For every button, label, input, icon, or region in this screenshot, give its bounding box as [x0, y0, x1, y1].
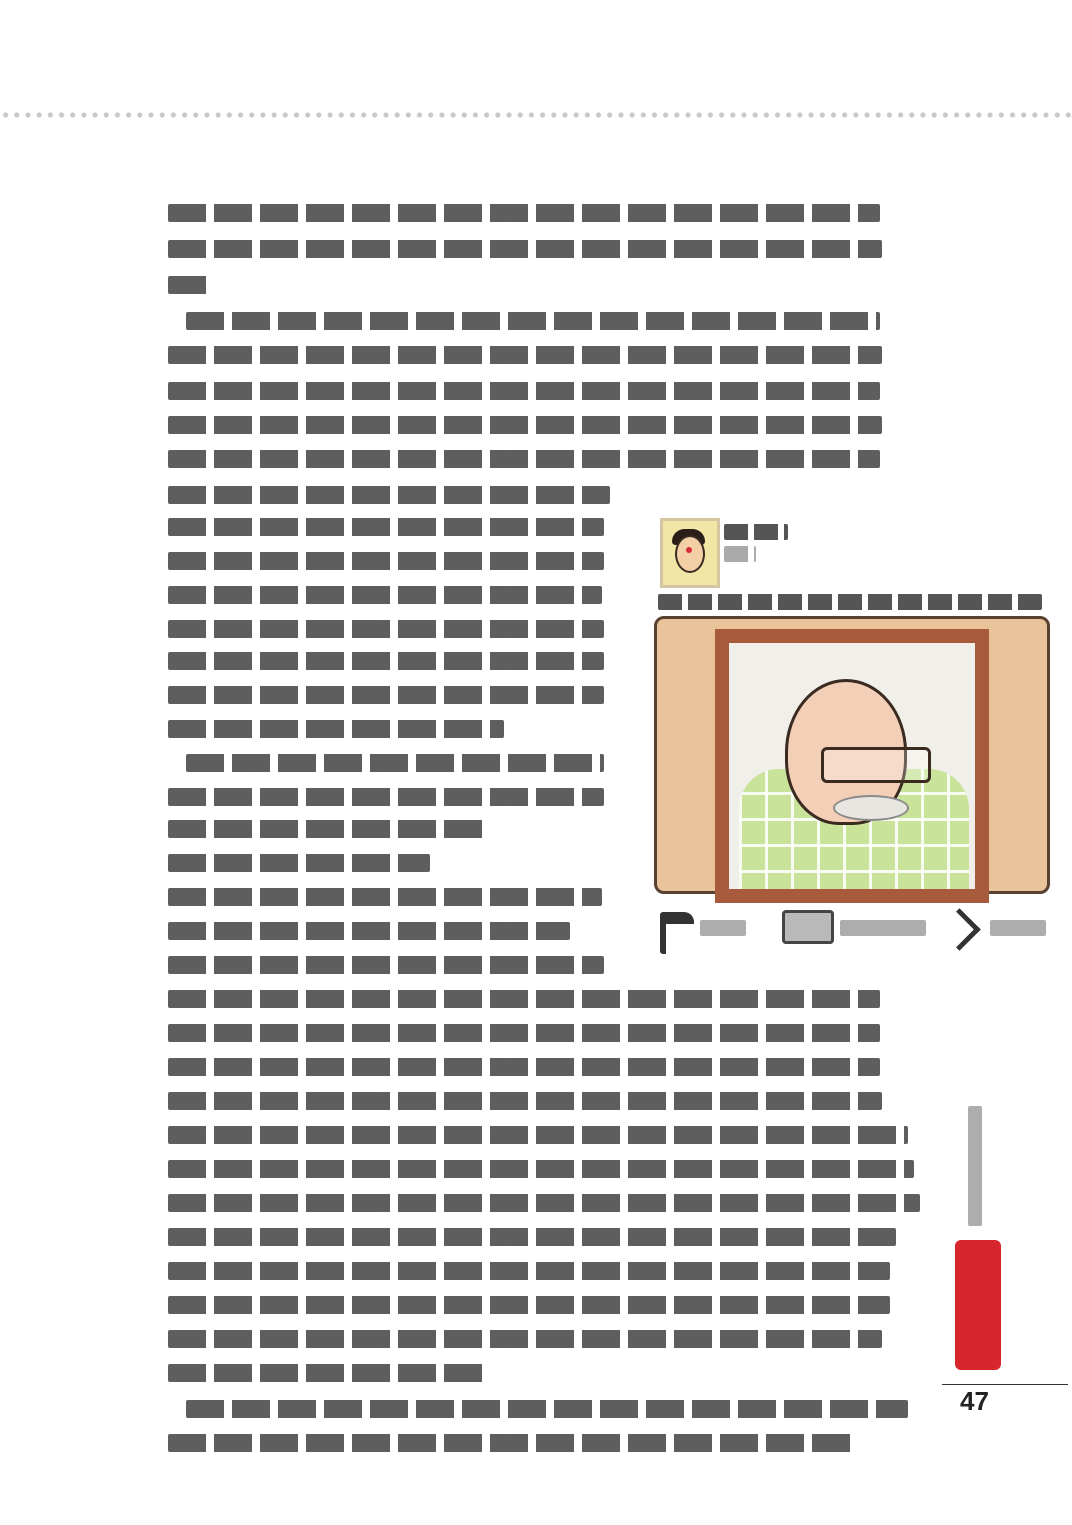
- text-line: [168, 620, 604, 638]
- portrait-frame: [715, 629, 989, 903]
- post-action-bar: [656, 904, 1046, 950]
- magazine-masthead-logo: [955, 1240, 1001, 1370]
- text-line: [168, 240, 882, 258]
- text-line: [168, 854, 430, 872]
- text-line: [168, 820, 486, 838]
- text-line: [168, 1228, 896, 1246]
- share-arrow-icon: [938, 908, 981, 951]
- text-line: [168, 346, 882, 364]
- comment-label: [840, 920, 926, 936]
- text-line: [168, 788, 604, 806]
- profile-avatar: [660, 518, 720, 588]
- text-line: [168, 720, 504, 738]
- text-line: [168, 652, 604, 670]
- like-label: [700, 920, 746, 936]
- text-line: [186, 754, 604, 772]
- dotted-header-rule: [0, 110, 1072, 120]
- page-number: 47: [960, 1386, 989, 1416]
- text-line: [168, 416, 882, 434]
- text-line: [168, 486, 610, 504]
- text-line: [168, 382, 880, 400]
- text-line: [186, 312, 880, 330]
- text-line: [168, 686, 604, 704]
- text-line: [168, 1126, 908, 1144]
- post-image: [654, 616, 1050, 894]
- moustache: [833, 795, 909, 821]
- text-line: [168, 956, 604, 974]
- comment-icon: [782, 910, 834, 944]
- text-line: [168, 990, 880, 1008]
- text-line: [168, 1092, 882, 1110]
- text-line: [168, 1194, 920, 1212]
- text-line: [168, 1296, 890, 1314]
- thumbs-up-icon: [660, 912, 694, 954]
- text-line: [168, 888, 602, 906]
- text-line: [168, 1364, 488, 1382]
- text-line: [168, 1058, 880, 1076]
- issue-date-text: [968, 1106, 982, 1226]
- avatar-bindi: [686, 547, 692, 553]
- facebook-post-illustration: [652, 510, 1048, 952]
- text-line: [168, 1024, 880, 1042]
- text-line: [168, 1262, 890, 1280]
- text-line: [168, 518, 604, 536]
- share-label: [990, 920, 1046, 936]
- text-line: [168, 922, 570, 940]
- folio-rule: [942, 1384, 1068, 1385]
- text-line: [186, 1400, 908, 1418]
- text-line: [168, 1330, 882, 1348]
- text-line: [168, 1160, 914, 1178]
- text-line: [168, 450, 880, 468]
- post-caption-text: [658, 594, 1042, 610]
- text-line: [168, 204, 880, 222]
- text-line: [168, 276, 208, 294]
- text-line: [168, 1434, 854, 1452]
- post-time-text: [724, 546, 756, 562]
- profile-name-text: [724, 524, 788, 540]
- avatar-face: [675, 535, 705, 573]
- text-line: [168, 552, 604, 570]
- text-line: [168, 586, 602, 604]
- spectacles: [821, 747, 931, 783]
